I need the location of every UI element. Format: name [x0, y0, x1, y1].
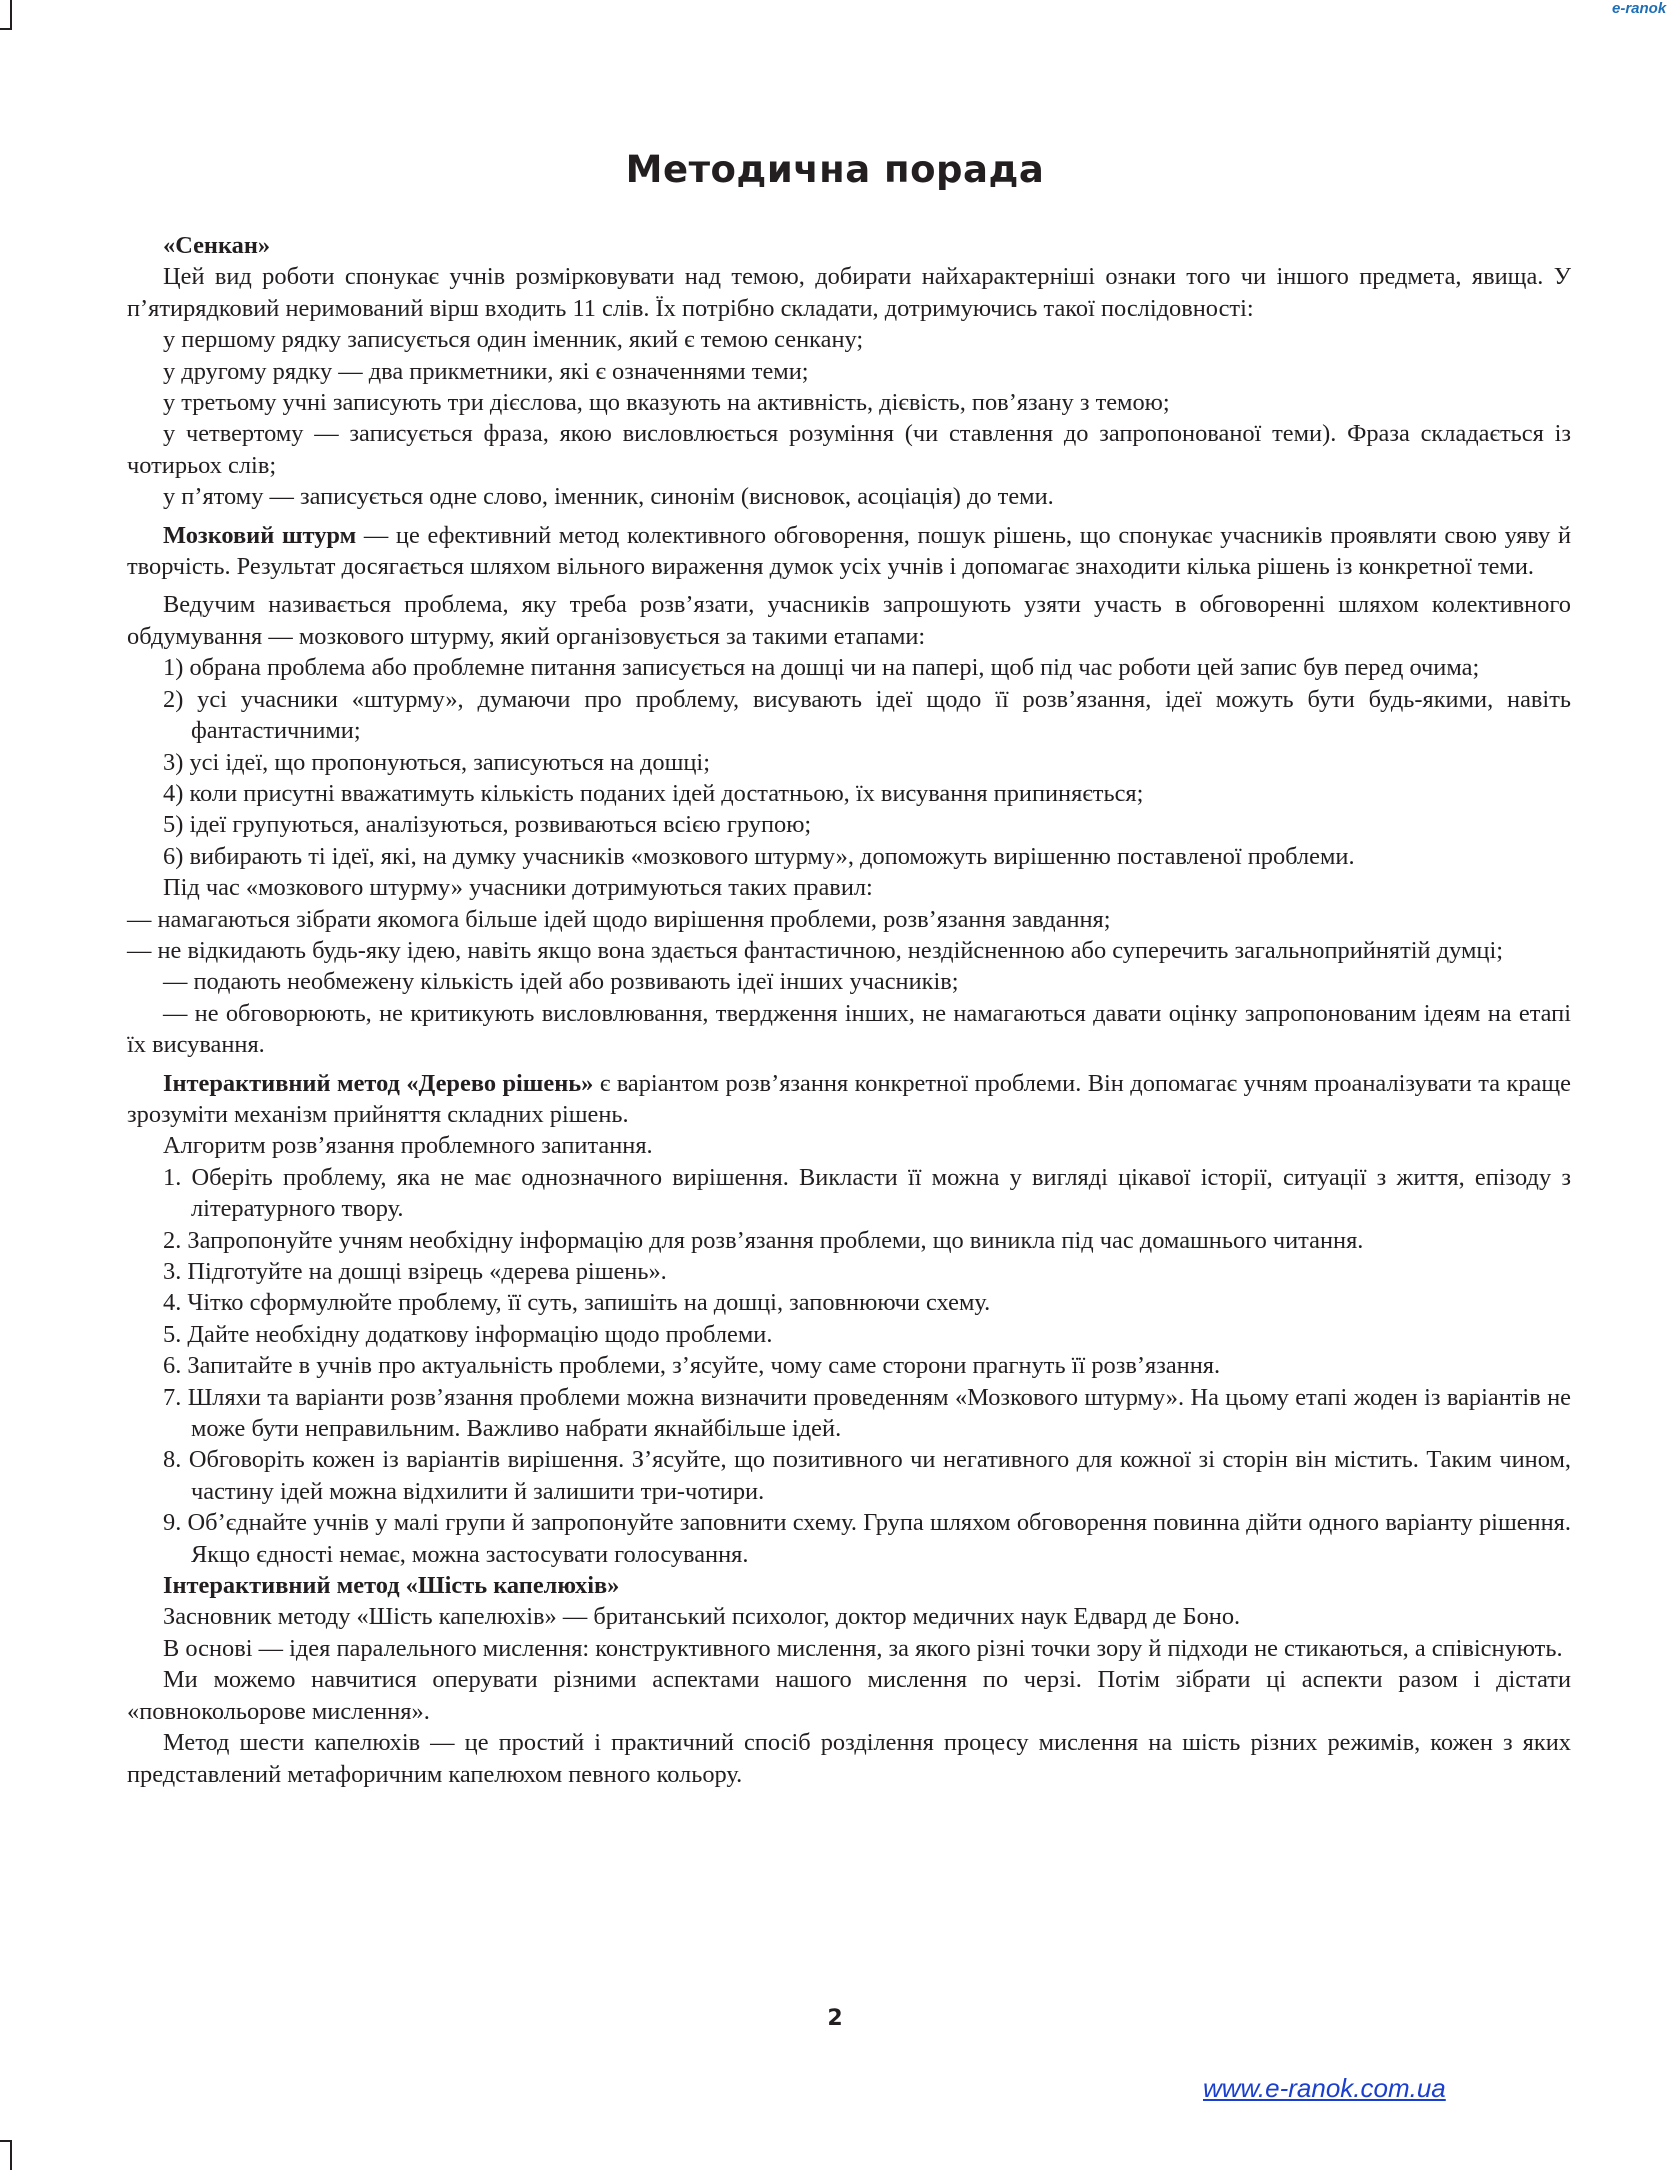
brainstorm-rules-intro: Під час «мозкового штурму» учасники дотримуються таких правил: — [163, 874, 873, 902]
hats-paragraph: Метод шести капелюхів — це простий і практичний спосіб розділення процесу мислення на шість різних режимів, кожен з яких представлений метафоричним капелюхом певного кольору. — [127, 1729, 1571, 1788]
brainstorm-stage: 4) коли присутні вважатимуть кількість поданих ідей достатньою, їх висування припиняється; — [163, 779, 1144, 807]
tree-step: 6. Запитайте в учнів про актуальність проблеми, з’ясуйте, чому саме сторони прагнуть її розв’язання. — [163, 1352, 1221, 1380]
crop-mark-top-left-h — [0, 28, 12, 30]
brainstorm-stage: 1) обрана проблема або проблемне питання записується на дошці чи на папері, щоб під час роботи цей запис був перед очима; — [163, 654, 1480, 682]
section-heading-six-hats: Інтерактивний метод «Шість капелюхів» — [163, 1572, 620, 1600]
crop-mark-bottom-left-h — [0, 2140, 12, 2142]
page-title: Методична порада — [625, 148, 1045, 191]
tree-algorithm-title: Алгоритм розв’язання проблемного запитання. — [163, 1132, 653, 1160]
brainstorm-stage: 2) усі учасники «штурму», думаючи про проблему, висувають ідеї щодо її розв’язання, ідеї можуть бути будь-якими, навіть фантастичними; — [163, 685, 1571, 745]
hats-paragraph: Засновник методу «Шість капелюхів» — британський психолог, доктор медичних наук Едвард де Боно. — [163, 1603, 1241, 1631]
page-number: 2 — [827, 2006, 843, 2031]
tree-step: 9. Об’єднайте учнів у малі групи й запропонуйте заповнити схему. Група шляхом обговорення повинна дійти одного варіанту рішення. Якщо єдності немає, можна застосувати голосування. — [163, 1509, 1571, 1568]
tree-step: 4. Чітко сформулюйте проблему, її суть, запишіть на дошці, заповнюючи схему. — [163, 1289, 991, 1317]
brainstorm-stage: 6) вибирають ті ідеї, які, на думку учасників «мозкового штурму», допоможуть вирішенню поставленої проблеми. — [163, 842, 1355, 870]
senkan-line: у четвертому — записується фраза, якою висловлюється розуміння (чи ставлення до запропонованої теми). Фраза складається із чотирьох слів; — [127, 420, 1571, 479]
hats-paragraph: В основі — ідея паралельного мислення: конструктивного мислення, за якого різні точки зору й підходи не стикаються, а співіснують. — [163, 1634, 1563, 1662]
senkan-line: у другому рядку — два прикметники, які є означеннями теми; — [163, 357, 809, 385]
brainstorm-rule: — намагаються зібрати якомога більше ідей щодо вирішення проблеми, розв’язання завдання; — [127, 905, 1111, 933]
tree-step: 8. Обговоріть кожен із варіантів вирішення. З’ясуйте, що позитивного чи негативного для кожної зі сторін він містить. Таким чином, частину ідей можна відхилити й залишити три-чотири. — [163, 1446, 1572, 1505]
tree-step: 3. Підготуйте на дошці взірець «дерева рішень». — [163, 1258, 667, 1285]
page-content — [127, 230, 1571, 1790]
tree-definition-text: є варіантом розв’язання конкретної проблеми. Він допомагає учням проаналізувати та краще зрозуміти механізм прийняття складних рішень. — [127, 1069, 1571, 1128]
brainstorm-rule: — не відкидають будь-яку ідею, навіть якщо вона здається фантастичною, нездійсненною або суперечить загальноприйнятій думці; — [127, 936, 1504, 964]
senkan-intro: Цей вид роботи спонукає учнів розмірковувати над темою, добирати найхарактерніші ознаки того чи іншого предмета, явища. У п’ятирядковий неримований вірш входить 11 слів. Їх потрібно складати, дотримуючись такої послідовності: — [127, 263, 1571, 322]
brainstorm-term: Мозковий штурм — [163, 521, 357, 549]
brainstorm-rule: — не обговорюють, не критикують висловлювання, твердження інших, не намагаються давати оцінку запропонованим ідеям на етапі їх висування. — [127, 999, 1571, 1059]
tree-step: 2. Запропонуйте учням необхідну інформацію для розв’язання проблеми, що виникла під час домашнього читання. — [163, 1226, 1364, 1254]
publisher-logo: e-ranok — [1612, 0, 1667, 17]
section-heading-senkan: «Сенкан» — [163, 232, 271, 259]
senkan-line: у п’ятому — записується одне слово, іменник, синонім (висновок, асоціація) до теми. — [163, 483, 1054, 511]
tree-step: 1. Оберіть проблему, яка не має однозначного вирішення. Викласти її можна у вигляді цікавої історії, ситуації з життя, епізоду з літературного твору. — [163, 1163, 1571, 1223]
brainstorm-stage: 3) усі ідеї, що пропонуються, записуються на дошці; — [163, 748, 710, 776]
crop-mark-top-left — [10, 0, 12, 30]
senkan-line: у першому рядку записується один іменник, який є темою сенкану; — [163, 326, 864, 354]
hats-paragraph: Ми можемо навчитися оперувати різними аспектами нашого мислення по черзі. Потім зібрати ці аспекти разом і дістати «повнокольорове мислення». — [127, 1666, 1571, 1725]
brainstorm-lead: Ведучим називається проблема, яку треба розв’язати, учасників запрошують узяти участь в обговоренні шляхом колективного обдумування — мозкового штурму, який організовується за такими етапами: — [127, 591, 1571, 650]
brainstorm-rule: — подають необмежену кількість ідей або розвивають ідеї інших учасників; — [163, 968, 959, 996]
website-link[interactable]: www.e-ranok.com.ua — [1203, 2073, 1446, 2103]
brainstorm-definition — [127, 520, 1571, 583]
brainstorm-definition-text: — це ефективний метод колективного обговорення, пошук рішень, що спонукає учасників проявляти свою уяву й творчість. Результат досягається шляхом вільного вираження думок усіх учнів і допомагає знаходити кілька рішень із конкретної теми. — [127, 521, 1571, 581]
tree-term: Інтерактивний метод «Дерево рішень» — [163, 1069, 594, 1097]
brainstorm-stage: 5) ідеї групуються, аналізуються, розвиваються всією групою; — [163, 811, 812, 839]
tree-definition — [127, 1068, 1571, 1131]
tree-step: 5. Дайте необхідну додаткову інформацію щодо проблеми. — [163, 1320, 773, 1348]
senkan-line: у третьому учні записують три дієслова, що вказують на активність, дієвість, пов’язану з темою; — [163, 389, 1170, 417]
crop-mark-bottom-left — [10, 2140, 12, 2170]
tree-step: 7. Шляхи та варіанти розв’язання проблеми можна визначити проведенням «Мозкового штурму». На цьому етапі жоден із варіантів не може бути неправильним. Важливо набрати якнайбільше ідей. — [163, 1383, 1571, 1443]
